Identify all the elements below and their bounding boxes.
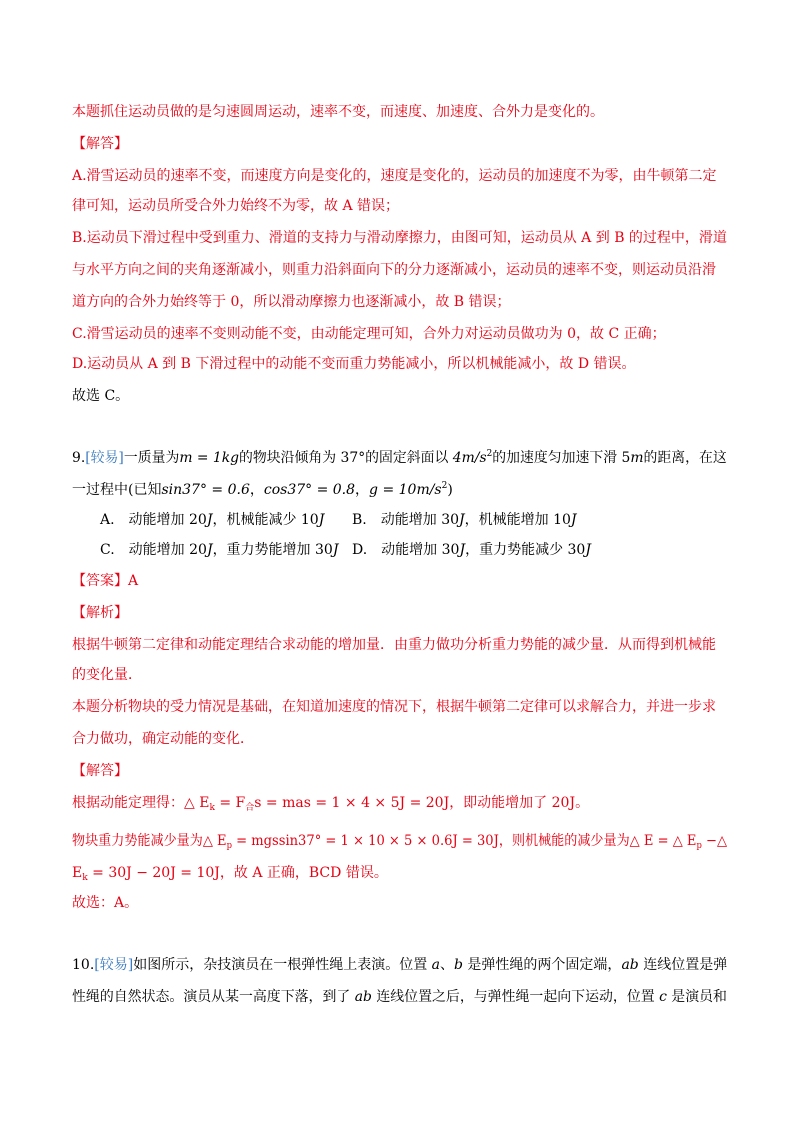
q9-sin: sin37° = 0.6 <box>161 482 250 498</box>
q9-conclusion: 故选：A。 <box>72 895 139 911</box>
q9-sep: ， <box>249 482 264 498</box>
q8-option-d: D.运动员从 A 到 B 下滑过程中的动能不变而重力势能减小，所以机械能减小，故 D 错误。 <box>72 356 636 372</box>
q9-solution-text: 物块重力势能减少量为△ E <box>72 833 227 849</box>
subscript-p: p <box>696 841 702 851</box>
q8-option-a-line2: 律可知，运动员所受合外力始终不为零，故 A 错误； <box>72 198 400 214</box>
q9-analysis-line1: 根据牛顿第二定律和动能定理结合求动能的增加量．由重力做功分析重力势能的减少量．从而得到机械能 <box>72 637 716 653</box>
q9-option-d-text: D. 动能增加 30 <box>352 542 460 558</box>
q8-analysis-end: 本题抓住运动员做的是匀速圆周运动，速率不变，而速度、加速度、合外力是变化的。 <box>72 104 604 120</box>
q10-segment-ab: ab <box>621 957 639 973</box>
q9-stem-text: 的距离，在这 <box>643 450 727 466</box>
q9-gravity: g = 10m/s <box>369 482 442 498</box>
q10-segment-ab: ab <box>354 989 372 1005</box>
q8-option-b-line2: 与水平方向之间的夹角逐渐减小，则重力沿斜面向下的分力逐渐减小，运动员的速率不变，则运动员沿滑 <box>72 262 716 278</box>
q9-option-c <box>100 540 338 560</box>
q9-option-c-text: ，重力势能增加 30 <box>212 542 333 558</box>
q9-cos: cos37° = 0.8 <box>263 482 356 498</box>
q9-acceleration: 4m/s <box>452 450 487 466</box>
q10-stem-text: 是弹性绳的两个固定端， <box>462 957 622 973</box>
unit-j: J <box>206 512 213 528</box>
q9-solution-heading: 【解答】 <box>72 763 128 779</box>
q9-analysis-line4: 合力做功，确定动能的变化． <box>72 731 254 747</box>
q9-solution-text: = mgssin37° = 1 × 10 × 5 × 0.6J = 30J，则机械能的减少量为△ E = △ E <box>231 833 697 849</box>
q9-analysis-line3: 本题分析物块的受力情况是基础，在知道加速度的情况下，根据牛顿第二定律可以求解合力，并进一步求 <box>72 699 716 715</box>
q9-option-a-text: ，机械能减少 10 <box>212 512 319 528</box>
q9-number: 9. <box>72 450 86 466</box>
q9-sep: ， <box>355 482 370 498</box>
q9-option-d <box>352 540 591 560</box>
q9-option-d-text: ，重力势能减少 30 <box>465 542 586 558</box>
q10-sep: 、 <box>440 957 455 973</box>
unit-j: J <box>206 542 213 558</box>
q9-stem-text: 的加速度匀加速下滑 5 <box>492 450 631 466</box>
q10-stem-text: 如图所示，杂技演员在一根弹性绳上表演。位置 <box>133 957 432 973</box>
q8-option-a-line1: A.滑雪运动员的速率不变，而速度方向是变化的，速度是变化的，运动员的加速度不为零，由牛顿第二定 <box>72 168 717 184</box>
q9-option-b-text: ，机械能增加 10 <box>464 512 571 528</box>
q9-option-a-text: A. 动能增加 20 <box>100 512 207 528</box>
unit-j: J <box>459 512 465 528</box>
q10-stem-line2 <box>72 987 727 1007</box>
q9-option-c-text: C. 动能增加 20 <box>100 542 207 558</box>
q8-option-b-line1: B.运动员下滑过程中受到重力、滑道的支持力与滑动摩擦力，由图可知，运动员从 A 到 B 的过程中，滑道 <box>72 230 727 246</box>
q10-number: 10. <box>72 957 95 973</box>
subscript-he: 合 <box>245 803 255 813</box>
q10-stem-text: 连线位置是弹 <box>638 957 728 973</box>
q9-stem-text: 一过程中(已知 <box>72 482 162 498</box>
unit-j: J <box>459 542 466 558</box>
q9-difficulty: [较易] <box>85 450 124 466</box>
q9-answer: 【答案】A <box>72 573 139 589</box>
q9-stem-text: 的物块沿倾角为 37°的固定斜面以 <box>239 450 453 466</box>
q9-solution-text: 根据动能定理得：△ E <box>72 795 210 811</box>
q9-solution-line1 <box>72 793 589 813</box>
q8-answer-heading: 【解答】 <box>72 136 128 152</box>
q9-stem-line1: 9.[较易]一质量为m = 1kg的物块沿倾角为 37°的固定斜面以 $4m/s^2$的加速度匀加速下滑 5m的距离，在这 <box>72 449 727 466</box>
q8-conclusion: 故选 C。 <box>72 388 130 404</box>
q9-solution-text: −△ <box>701 833 728 849</box>
q10-stem-text: 连线位置之后，与弹性绳一起向下运动，位置 <box>371 989 660 1005</box>
unit-j: J <box>318 512 325 528</box>
q9-mass: m = 1kg <box>179 450 240 466</box>
q9-stem-line2: 一过程中(已知sin37° = 0.6，cos37° = 0.8，$g = 10m/s^2$) <box>72 481 453 498</box>
q8-option-b-line3: 道方向的合外力始终等于 0，所以滑动摩擦力也逐渐减小，故 B 错误； <box>72 294 511 310</box>
q10-stem-line1 <box>72 955 727 975</box>
q9-solution-line3 <box>72 863 388 883</box>
q9-analysis-line2: 的变化量． <box>72 667 142 683</box>
q9-stem-text: 一质量为 <box>123 450 180 466</box>
unit-j: J <box>332 542 339 558</box>
q9-solution-text: E <box>72 865 83 881</box>
q9-solution-text: s = mas = 1 × 4 × 5J = 20J，即动能增加了 20J。 <box>254 795 590 811</box>
q10-point-b: b <box>454 957 463 973</box>
q9-analysis-heading: 【解析】 <box>72 605 128 621</box>
q10-difficulty: [较易] <box>94 957 134 973</box>
q9-solution-line2 <box>72 831 727 851</box>
unit-j: J <box>585 542 591 558</box>
q9-solution-text: = 30J − 20J = 10J，故 A 正确，BCD 错误。 <box>87 865 388 881</box>
subscript-k: k <box>82 873 88 883</box>
q9-stem-text: ) <box>447 482 453 498</box>
q10-point-a: a <box>431 957 441 973</box>
unit-j: J <box>570 512 577 528</box>
q9-option-a <box>100 510 324 530</box>
q10-stem-text: 是演员和 <box>666 989 727 1005</box>
q10-stem-text: 性绳的自然状态。演员从某一高度下落，到了 <box>72 989 355 1005</box>
subscript-k: k <box>209 803 215 813</box>
q8-option-c: C.滑雪运动员的速率不变则动能不变，由动能定理可知，合外力对运动员做功为 0，故 C 正确； <box>72 326 666 342</box>
q9-distance-unit: m <box>630 450 644 466</box>
q9-option-b-text: B. 动能增加 30 <box>352 512 460 528</box>
q9-solution-text: = F <box>214 795 246 811</box>
q10-point-c: c <box>659 989 667 1005</box>
q9-option-b <box>352 510 577 530</box>
subscript-p: p <box>226 841 232 851</box>
